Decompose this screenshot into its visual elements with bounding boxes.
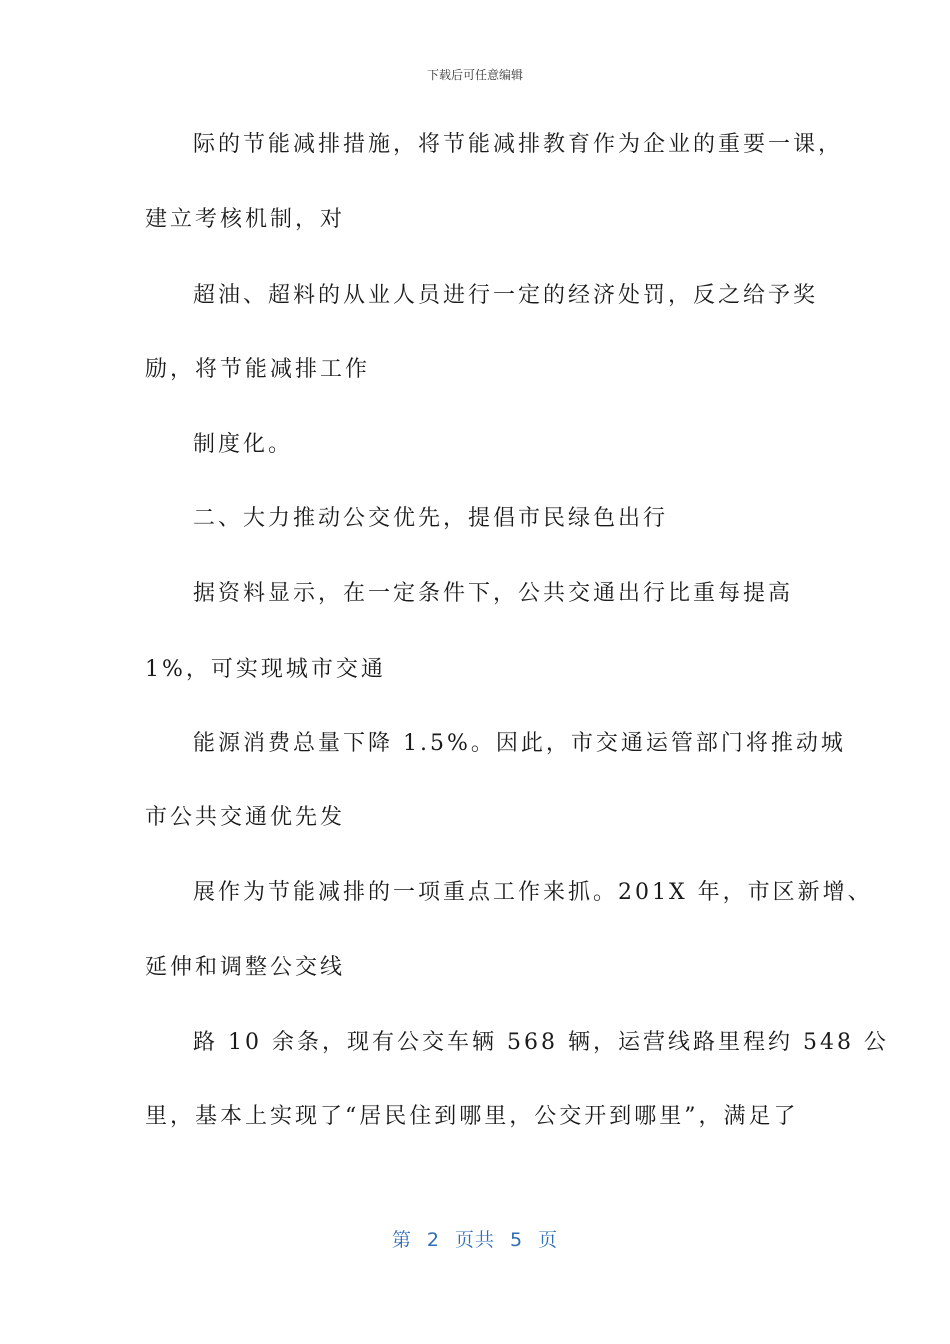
- body-line-2: 建立考核机制，对: [145, 207, 346, 232]
- body-line-10: 市公共交通优先发: [145, 805, 346, 830]
- body-line-4: 励，将节能减排工作: [145, 357, 371, 382]
- body-line-1: 际的节能减排措施，将节能减排教育作为企业的重要一课，: [193, 132, 844, 157]
- body-line-11: 展作为节能减排的一项重点工作来抓。201X 年，市区新增、: [193, 880, 873, 905]
- body-line-13: 路 10 余条，现有公交车辆 568 辆，运营线路里程约 548 公: [193, 1030, 889, 1055]
- body-line-14: 里，基本上实现了“居民住到哪里，公交开到哪里”，满足了: [145, 1104, 799, 1129]
- section-heading: 二、大力推动公交优先，提倡市民绿色出行: [193, 506, 669, 531]
- body-line-8: 1%，可实现城市交通: [145, 657, 386, 682]
- body-line-5: 制度化。: [193, 432, 294, 457]
- body-line-12: 延伸和调整公交线: [145, 955, 346, 980]
- page-number-footer: 第 2 页共 5 页: [391, 1229, 559, 1251]
- body-line-9: 能源消费总量下降 1.5%。因此，市交通运管部门将推动城: [193, 731, 846, 756]
- body-line-3: 超油、超料的从业人员进行一定的经济处罚，反之给予奖: [193, 283, 819, 308]
- body-line-7: 据资料显示，在一定条件下，公共交通出行比重每提高: [193, 581, 794, 606]
- page-header: 下载后可任意编辑: [426, 68, 523, 82]
